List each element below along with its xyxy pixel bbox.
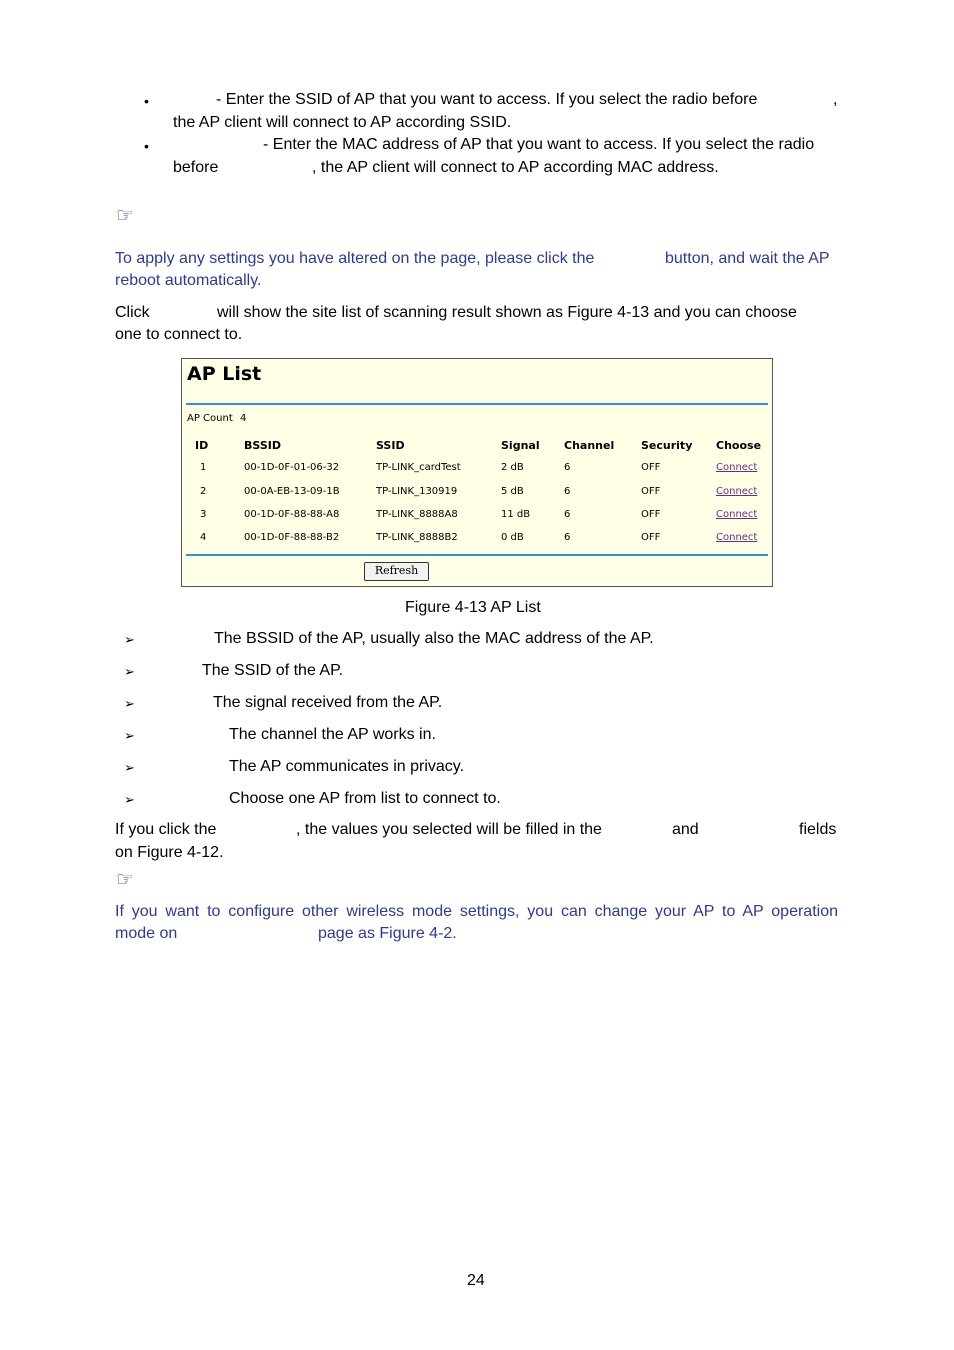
refresh-button[interactable]: Refresh xyxy=(364,562,429,581)
header-id: ID xyxy=(195,439,209,452)
table-divider xyxy=(186,554,768,556)
cell-signal: 11 dB xyxy=(501,509,531,520)
cell-bssid: 00-1D-0F-01-06-32 xyxy=(244,462,340,473)
header-security: Security xyxy=(641,439,693,452)
header-choose: Choose xyxy=(716,439,762,452)
figure-caption: Figure 4-13 AP List xyxy=(405,599,541,616)
note-2-line-2a: mode on xyxy=(115,925,178,942)
ap-list-title: AP List xyxy=(187,363,262,385)
note-1-line-1b: button, and wait the AP xyxy=(665,250,830,267)
arrow-item-signal: The signal received from the AP. xyxy=(213,694,443,711)
cell-ssid: TP-LINK_8888B2 xyxy=(376,532,458,543)
header-channel: Channel xyxy=(564,439,615,452)
click-para2-c: and xyxy=(672,821,699,838)
cell-security: OFF xyxy=(641,532,661,543)
connect-link[interactable]: Connect xyxy=(716,486,758,497)
cell-security: OFF xyxy=(641,509,661,520)
arrow-item-bssid: The BSSID of the AP, usually also the MAC address of the AP. xyxy=(214,630,654,647)
cell-id: 1 xyxy=(200,462,207,473)
arrow-item-channel: The channel the AP works in. xyxy=(229,726,436,743)
connect-link[interactable]: Connect xyxy=(716,532,758,543)
pointing-hand-icon: ☞ xyxy=(116,205,134,227)
bullet-1-line-1-end: , xyxy=(833,91,838,108)
cell-bssid: 00-1D-0F-88-88-B2 xyxy=(244,532,340,543)
arrow-bullet-icon: ➢ xyxy=(124,728,135,743)
note-1-line-1a: To apply any settings you have altered on the page, please click the xyxy=(115,250,595,267)
cell-signal: 0 dB xyxy=(501,532,524,543)
cell-channel: 6 xyxy=(564,509,571,520)
click-para-word: Click xyxy=(115,304,150,321)
click-para2-b: , the values you selected will be filled in the xyxy=(296,821,602,838)
cell-id: 2 xyxy=(200,486,207,497)
ap-count-value: 4 xyxy=(240,413,247,424)
bullet-dot: • xyxy=(144,93,149,109)
click-para2-line-2: on Figure 4-12. xyxy=(115,844,224,861)
bullet-2-line-1: - Enter the MAC address of AP that you want to access. If you select the radio xyxy=(263,136,815,153)
connect-link[interactable]: Connect xyxy=(716,509,758,520)
cell-channel: 6 xyxy=(564,532,571,543)
ap-list-panel xyxy=(181,358,773,587)
bullet-dot: • xyxy=(144,138,149,154)
cell-channel: 6 xyxy=(564,462,571,473)
cell-bssid: 00-0A-EB-13-09-1B xyxy=(244,486,340,497)
arrow-bullet-icon: ➢ xyxy=(124,632,135,647)
title-divider xyxy=(186,403,768,405)
pointing-hand-icon: ☞ xyxy=(116,869,134,891)
header-ssid: SSID xyxy=(376,439,405,452)
cell-bssid: 00-1D-0F-88-88-A8 xyxy=(244,509,340,520)
arrow-item-security: The AP communicates in privacy. xyxy=(229,758,465,775)
bullet-2-line-2: , the AP client will connect to AP according MAC address. xyxy=(312,159,719,176)
note-2-line-1: If you want to configure other wireless mode settings, you can change your AP to AP operation xyxy=(115,903,838,920)
note-1-line-2: reboot automatically. xyxy=(115,272,262,289)
click-para-line-2: one to connect to. xyxy=(115,326,243,343)
bullet-1-line-2: the AP client will connect to AP according SSID. xyxy=(173,114,512,131)
cell-signal: 2 dB xyxy=(501,462,524,473)
note-2-line-2b: page as Figure 4-2. xyxy=(318,925,457,942)
arrow-item-choose: Choose one AP from list to connect to. xyxy=(229,790,501,807)
header-signal: Signal xyxy=(501,439,540,452)
cell-channel: 6 xyxy=(564,486,571,497)
cell-ssid: TP-LINK_8888A8 xyxy=(376,509,458,520)
arrow-bullet-icon: ➢ xyxy=(124,664,135,679)
click-para-line-1: will show the site list of scanning result shown as Figure 4-13 and you can choose xyxy=(217,304,797,321)
ap-count-label: AP Count xyxy=(187,413,233,424)
cell-security: OFF xyxy=(641,486,661,497)
cell-security: OFF xyxy=(641,462,661,473)
cell-ssid: TP-LINK_130919 xyxy=(376,486,458,497)
click-para2-a: If you click the xyxy=(115,821,217,838)
cell-signal: 5 dB xyxy=(501,486,524,497)
arrow-bullet-icon: ➢ xyxy=(124,696,135,711)
cell-id: 4 xyxy=(200,532,207,543)
connect-link[interactable]: Connect xyxy=(716,462,758,473)
header-bssid: BSSID xyxy=(244,439,281,452)
bullet-2-line-2-start: before xyxy=(173,159,219,176)
page-number: 24 xyxy=(467,1272,485,1289)
cell-ssid: TP-LINK_cardTest xyxy=(376,462,461,473)
bullet-1-line-1: - Enter the SSID of AP that you want to access. If you select the radio before xyxy=(216,91,758,108)
arrow-item-ssid: The SSID of the AP. xyxy=(202,662,344,679)
click-para2-d: fields xyxy=(799,821,837,838)
arrow-bullet-icon: ➢ xyxy=(124,760,135,775)
cell-id: 3 xyxy=(200,509,207,520)
arrow-bullet-icon: ➢ xyxy=(124,792,135,807)
